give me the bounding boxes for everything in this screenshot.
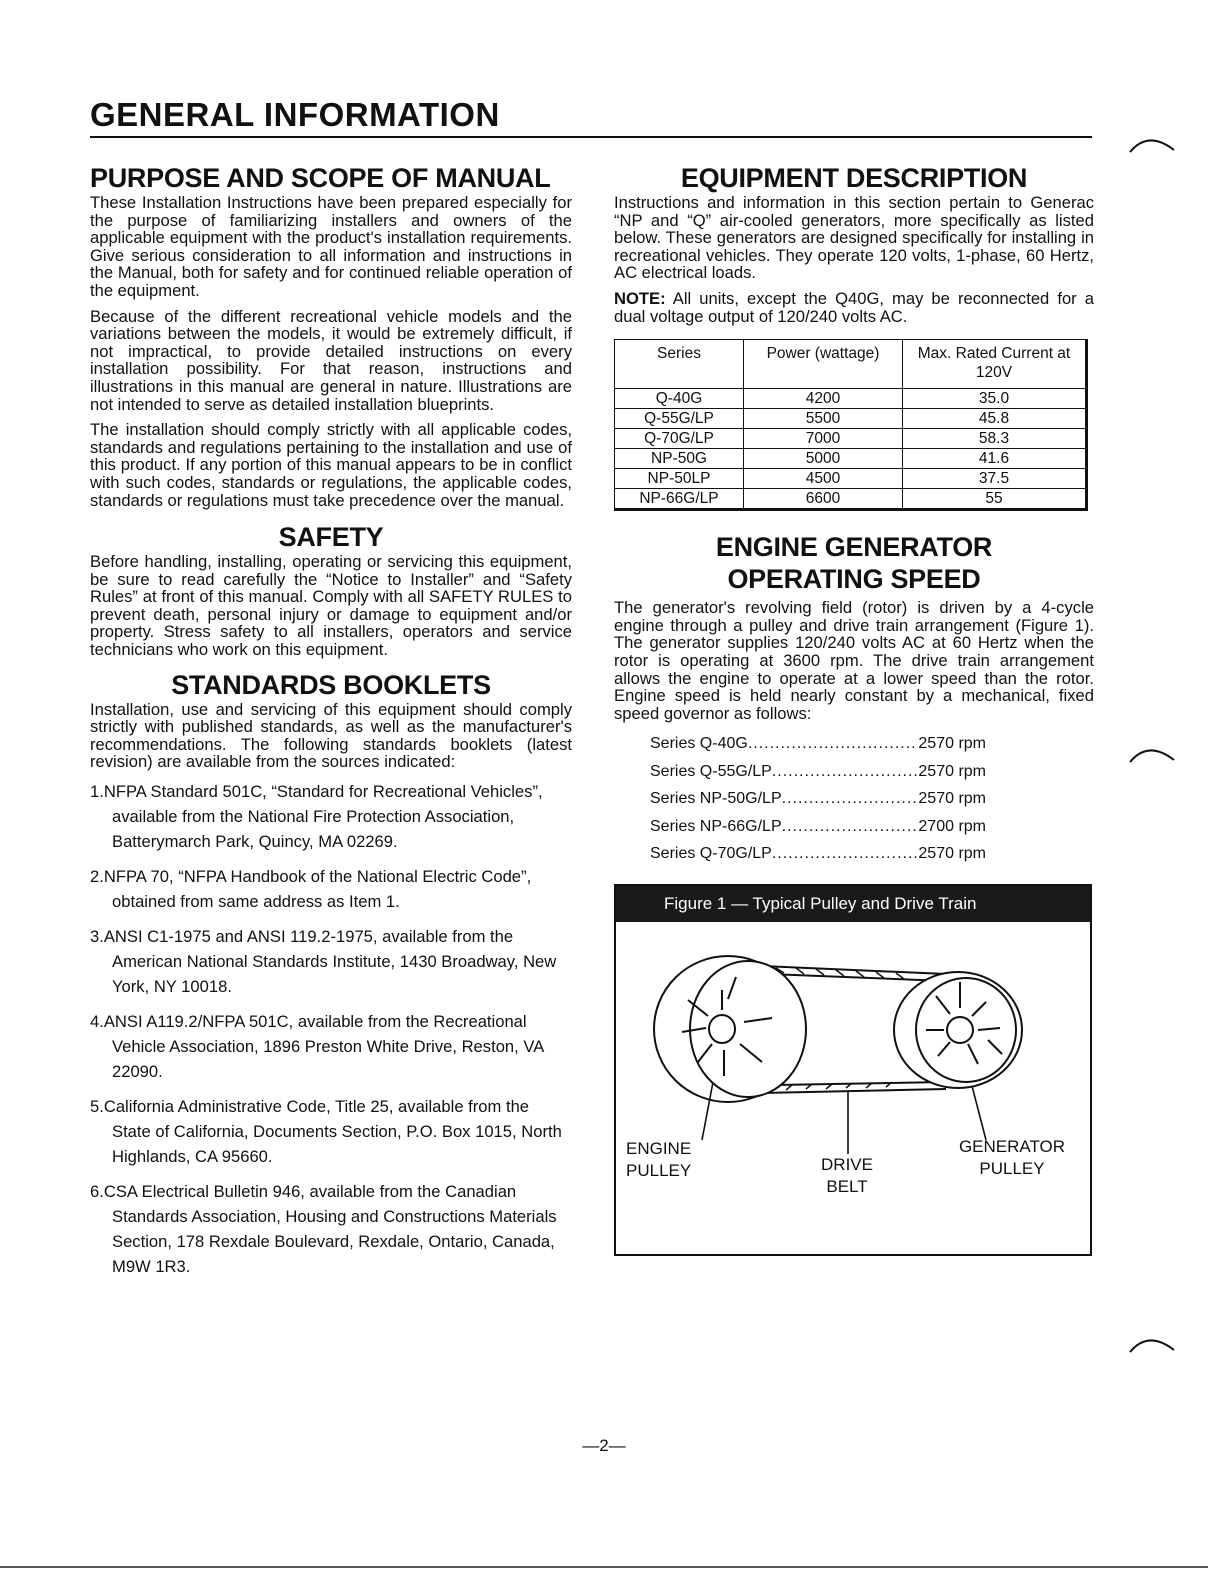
table-cell: NP-50G bbox=[615, 449, 744, 469]
standards-item: 3.ANSI C1-1975 and ANSI 119.2-1975, available from the American National Standards Institute, 1430 Broadway, New York, NY 10018. bbox=[90, 927, 557, 997]
leader-dots bbox=[782, 785, 919, 813]
right-column bbox=[614, 162, 1094, 1256]
speed-row bbox=[650, 730, 986, 758]
table-cell: Q-40G bbox=[615, 389, 744, 409]
engine-pulley-label bbox=[626, 1138, 691, 1182]
drive-belt-label bbox=[802, 1154, 892, 1198]
table-row bbox=[615, 449, 1087, 469]
punch-hole-mark bbox=[1128, 1328, 1178, 1358]
table-cell: NP-50LP bbox=[615, 469, 744, 489]
table-cell: 5000 bbox=[744, 449, 903, 469]
series-table bbox=[614, 339, 1088, 511]
table-cell: Q-55G/LP bbox=[615, 409, 744, 429]
table-cell: 35.0 bbox=[903, 389, 1087, 409]
speed-rpm: 2570 rpm bbox=[918, 790, 986, 808]
speed-series: Series Q-55G/LP bbox=[650, 762, 772, 780]
table-cell: 41.6 bbox=[903, 449, 1087, 469]
engine-heading-line-1: ENGINE GENERATOR bbox=[715, 532, 993, 563]
note-label: NOTE: bbox=[614, 288, 666, 308]
note-text: All units, except the Q40G, may be reconnected for a dual voltage output of 120/240 volts AC. bbox=[614, 288, 1094, 326]
speed-series: Series NP-50G/LP bbox=[650, 790, 782, 808]
leader-dots bbox=[748, 730, 919, 758]
standards-item: 4.ANSI A119.2/NFPA 501C, available from the Recreational Vehicle Association, 1896 Preston White Drive, Reston, VA 22090. bbox=[90, 1012, 544, 1082]
figure-title: Figure 1 — Typical Pulley and Drive Train bbox=[616, 886, 1090, 922]
leader-dots bbox=[772, 840, 919, 868]
safety-heading: SAFETY bbox=[278, 522, 384, 553]
pulley-drive-diagram bbox=[616, 922, 1090, 1252]
standards-intro: Installation, use and servicing of this equipment should comply strictly with published standards, as well as the manufacturer's recommendations. The following standards booklets (latest revision) are available from the sources indicated: bbox=[90, 699, 572, 772]
table-header-cell: Max. Rated Current at 120V bbox=[903, 340, 1087, 389]
leader-dots bbox=[772, 758, 919, 786]
table-cell: 4200 bbox=[744, 389, 903, 409]
drive-label-line-1: DRIVE bbox=[821, 1154, 873, 1174]
speed-row bbox=[650, 840, 986, 868]
engine-label-line-2: PULLEY bbox=[626, 1160, 692, 1180]
table-header-cell: Series bbox=[615, 340, 744, 389]
punch-hole-mark bbox=[1128, 738, 1178, 768]
table-row bbox=[615, 469, 1087, 489]
table-cell: NP-66G/LP bbox=[615, 489, 744, 510]
purpose-paragraph-2: Because of the different recreational vehicle models and the variations between the models, it would be extremely difficult, if not impractical, to provide detailed instructions on every installation possibility. For that reason, instructions and illustrations in this manual are general in nature. Illustrations are not intended to serve as detailed installation blueprints. bbox=[90, 306, 572, 414]
table-cell: 37.5 bbox=[903, 469, 1087, 489]
standards-item: 1.NFPA Standard 501C, “Standard for Recreational Vehicles”, available from the National Fire Protection Association, Batterymarch Park, Quincy, MA 02269. bbox=[90, 782, 543, 852]
speed-series: Series NP-66G/LP bbox=[650, 817, 782, 835]
purpose-paragraph-1: These Installation Instructions have been prepared especially for the purpose of familiarizing installers and owners of the applicable equipment with the product's installation requirements. Give serious consideration to all information and instructions in the Manual, both for safety and for continued reliable operation of the equipment. bbox=[90, 193, 572, 300]
speed-row bbox=[650, 813, 986, 841]
generator-pulley-label bbox=[942, 1136, 1082, 1180]
purpose-paragraph-3: The installation should comply strictly with all applicable codes, standards and regulations pertaining to the installation and use of this product. If any portion of this manual appears to be in conflict with such codes, standards or regulations, the applicable codes, standards or regulations must take precedence over the manual. bbox=[90, 420, 572, 510]
leader-dots bbox=[782, 813, 919, 841]
table-cell: Q-70G/LP bbox=[615, 429, 744, 449]
speed-rpm: 2570 rpm bbox=[918, 845, 986, 863]
generator-label-line-1: GENERATOR bbox=[958, 1136, 1066, 1156]
table-row bbox=[615, 409, 1087, 429]
figure-1 bbox=[614, 884, 1092, 1256]
speed-rpm: 2570 rpm bbox=[918, 735, 986, 753]
equipment-heading: EQUIPMENT DESCRIPTION bbox=[680, 163, 1028, 193]
table-cell: 6600 bbox=[744, 489, 903, 510]
standards-list bbox=[90, 779, 572, 1279]
safety-paragraph: Before handling, installing, operating or servicing this equipment, be sure to read carefully the “Notice to Installer” and “Safety Rules” at front of this manual. Comply with all SAFETY RULES to prevent death, personal injury or damage to equipment and/or property. Stress safety to all installers, operators and service technicians who work on this equipment. bbox=[90, 552, 572, 660]
equipment-note bbox=[614, 290, 1094, 325]
purpose-heading: PURPOSE AND SCOPE OF MANUAL bbox=[90, 163, 551, 193]
engine-paragraph: The generator's revolving field (rotor) is driven by a 4-cycle engine through a pulley and drive train arrangement (Figure 1). The generator supplies 120/240 volts AC at 60 Hertz when the rotor is operating at 3600 rpm. The drive train arrangement allows the engine to operate at a lower speed than the rotor. Engine speed is held nearly constant by a mechanical, fixed speed governor as follows: bbox=[614, 598, 1094, 723]
speed-row bbox=[650, 758, 986, 786]
left-column bbox=[90, 162, 572, 1289]
engine-heading-line-2: OPERATING SPEED bbox=[727, 564, 981, 595]
speed-series: Series Q-40G bbox=[650, 735, 748, 753]
speed-rpm: 2570 rpm bbox=[918, 762, 986, 780]
speed-rpm: 2700 rpm bbox=[918, 817, 986, 835]
table-cell: 58.3 bbox=[903, 429, 1087, 449]
page-number: —2— bbox=[582, 1436, 626, 1455]
generator-pulley-drawing bbox=[894, 972, 1022, 1088]
speed-series: Series Q-70G/LP bbox=[650, 845, 772, 863]
standards-item: 2.NFPA 70, “NFPA Handbook of the National Electric Code”, obtained from same address as Item 1. bbox=[90, 867, 532, 912]
equipment-paragraph: Instructions and information in this section pertain to Generac “NP and “Q” air-cooled generators, more specifically as listed below. These generators are designed specifically for installing in recreational vehicles. They operate 120 volts, 1-phase, 60 Hertz, AC electrical loads. bbox=[614, 193, 1094, 283]
table-row bbox=[615, 389, 1087, 409]
engine-pulley-drawing bbox=[654, 956, 806, 1102]
drive-label-line-2: BELT bbox=[826, 1176, 868, 1196]
table-cell: 45.8 bbox=[903, 409, 1087, 429]
table-cell: 7000 bbox=[744, 429, 903, 449]
page-header bbox=[90, 96, 1092, 138]
engine-label-line-1: ENGINE bbox=[626, 1138, 692, 1158]
standards-heading: STANDARDS BOOKLETS bbox=[171, 669, 491, 700]
bottom-edge-line bbox=[0, 1566, 1208, 1568]
table-row bbox=[615, 429, 1087, 449]
table-cell: 5500 bbox=[744, 409, 903, 429]
table-header-cell: Power (wattage) bbox=[744, 340, 903, 389]
table-header-row bbox=[615, 340, 1087, 389]
standards-item: 6.CSA Electrical Bulletin 946, available from the Canadian Standards Association, Housing and Constructions Materials Section, 178 Rexdale Boulevard, Rexdale, Ontario, Canada, M9W 1R3. bbox=[90, 1182, 557, 1277]
speed-list bbox=[650, 730, 1094, 868]
page-title: GENERAL INFORMATION bbox=[90, 96, 500, 133]
speed-row bbox=[650, 785, 986, 813]
generator-label-line-2: PULLEY bbox=[979, 1158, 1045, 1178]
table-row bbox=[615, 489, 1087, 510]
table-cell: 55 bbox=[903, 489, 1087, 510]
standards-item: 5.California Administrative Code, Title 25, available from the State of California, Documents Section, P.O. Box 1015, North Highlands, CA 95660. bbox=[90, 1097, 562, 1167]
table-cell: 4500 bbox=[744, 469, 903, 489]
punch-hole-mark bbox=[1128, 128, 1178, 158]
